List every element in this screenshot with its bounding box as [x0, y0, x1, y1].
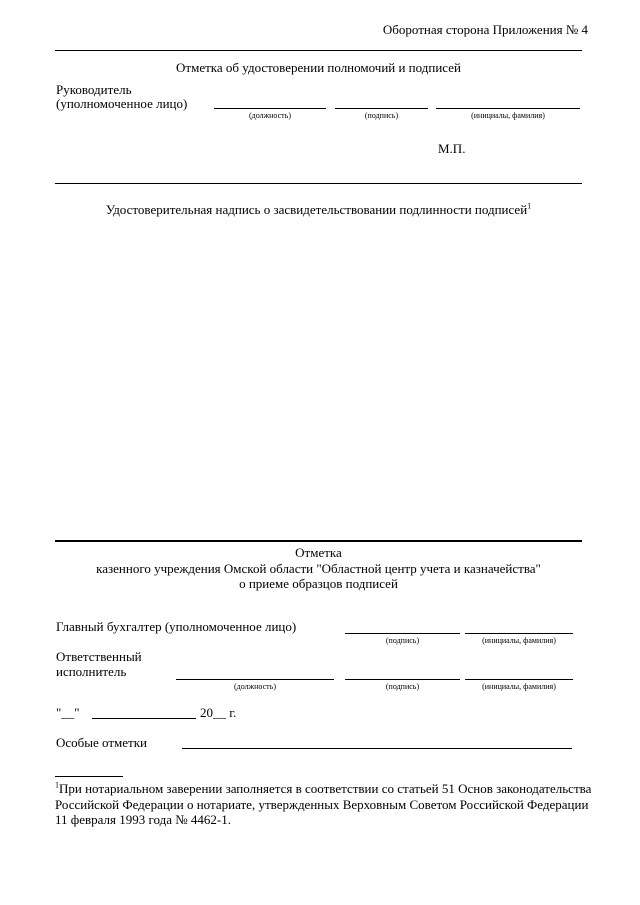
chief-signature-caption: (подпись) [385, 636, 420, 645]
chief-name-caption: (инициалы, фамилия) [482, 636, 556, 645]
page-header-title: Оборотная сторона Приложения № 4 [382, 22, 588, 37]
signer-label: Руководитель [56, 82, 132, 97]
signature-caption: (подпись) [364, 111, 399, 120]
seal-label: М.П. [438, 141, 466, 156]
position-field[interactable] [214, 108, 326, 109]
chief-name-field[interactable] [465, 633, 573, 634]
divider-thick [55, 540, 582, 542]
exec-position-caption: (должность) [234, 682, 276, 691]
divider [55, 50, 582, 51]
signature-field[interactable] [335, 108, 428, 109]
footnote-line2: Российской Федерации о нотариате, утвержденных Верховным Советом Российской Федерации [55, 797, 589, 812]
footnote-separator [55, 776, 123, 777]
section2-heading-text: Удостоверительная надпись о засвидетельствовании подлинности подписей [105, 202, 528, 217]
date-month-field[interactable] [92, 718, 196, 719]
footnote-line1 [55, 781, 591, 796]
special-notes-field[interactable] [182, 748, 572, 749]
special-notes-label: Особые отметки [56, 735, 147, 750]
signer-sublabel: (уполномоченное лицо) [56, 96, 188, 111]
footnote-text1: При нотариальном заверении заполняется в соответствии со статьей 51 Основ законодательства [59, 781, 592, 796]
section3-institution: казенного учреждения Омской области "Областной центр учета и казначейства" [96, 561, 541, 576]
exec-signature-field[interactable] [345, 679, 460, 680]
exec-position-field[interactable] [176, 679, 334, 680]
section2-heading [55, 202, 582, 217]
section1-heading: Отметка об удостоверении полномочий и подписей [176, 60, 461, 75]
executor-sublabel: исполнитель [56, 664, 127, 679]
divider [55, 183, 582, 184]
date-day: "__" [56, 705, 80, 720]
footnote-number: 1 [55, 780, 59, 790]
certification-area[interactable] [55, 218, 582, 538]
exec-name-field[interactable] [465, 679, 573, 680]
section3-heading: Отметка [295, 545, 342, 560]
footnote-line3: 11 февраля 1993 года № 4462-1. [55, 812, 231, 827]
name-field[interactable] [436, 108, 580, 109]
chief-signature-field[interactable] [345, 633, 460, 634]
executor-label: Ответственный [56, 649, 142, 664]
chief-accountant-label: Главный бухгалтер (уполномоченное лицо) [56, 619, 297, 634]
section3-subheading: о приеме образцов подписей [239, 576, 398, 591]
exec-signature-caption: (подпись) [385, 682, 420, 691]
position-caption: (должность) [249, 111, 291, 120]
name-caption: (инициалы, фамилия) [471, 111, 545, 120]
footnote-mark: 1 [527, 201, 532, 211]
exec-name-caption: (инициалы, фамилия) [482, 682, 556, 691]
date-year: 20__ г. [200, 705, 237, 720]
